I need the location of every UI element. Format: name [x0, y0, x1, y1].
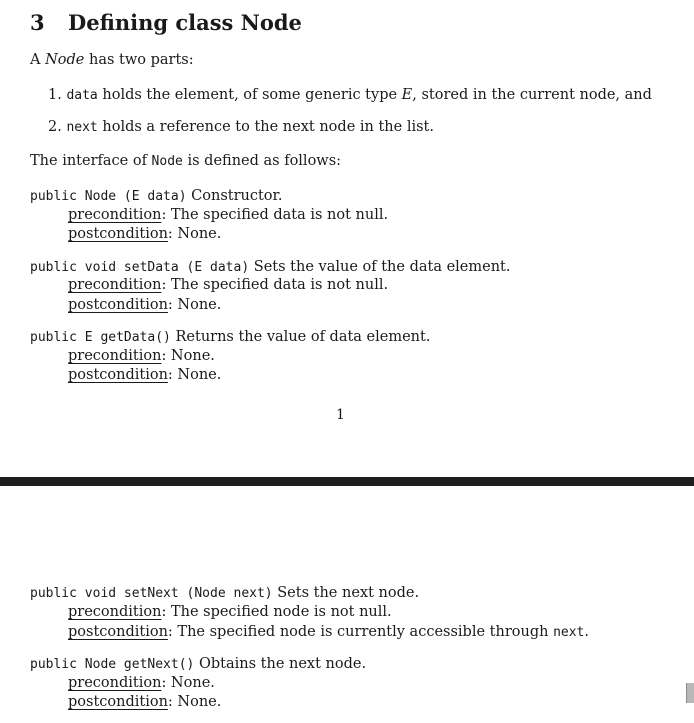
precondition-label: precondition — [68, 277, 162, 293]
method-description: Returns the value of data element. — [170, 329, 431, 345]
postcondition-text: : None. — [167, 367, 222, 383]
intro-suffix: has two parts: — [84, 52, 194, 68]
interface-code: Node — [151, 154, 183, 169]
list-item — [48, 87, 652, 103]
list-marker: 1. — [48, 87, 62, 103]
method-signature: public E getData() — [30, 330, 171, 345]
precondition-label: precondition — [68, 604, 162, 620]
method-description: Obtains the next node. — [194, 656, 367, 672]
precondition-line — [68, 604, 392, 620]
precondition-line — [68, 348, 215, 364]
method-signature: public Node getNext() — [30, 657, 195, 672]
precondition-line — [68, 675, 215, 691]
postcondition-text: : None. — [167, 226, 222, 242]
postcondition-line — [68, 226, 221, 242]
postcondition-label: postcondition — [68, 297, 168, 313]
type-variable: E — [401, 87, 413, 103]
page-number: 1 — [336, 407, 345, 423]
postcondition-text: : None. — [167, 694, 222, 710]
precondition-line — [68, 207, 388, 223]
interface-prefix: The interface of — [30, 153, 152, 169]
method-signature-line — [30, 188, 282, 204]
list-marker: 2. — [48, 119, 62, 135]
list-text: holds a reference to the next node in the list. — [97, 119, 434, 135]
section-heading — [30, 10, 302, 35]
list-code: next — [66, 120, 98, 135]
postcondition-line — [68, 297, 221, 313]
precondition-label: precondition — [68, 675, 162, 691]
method-signature: public void setData (E data) — [30, 260, 250, 275]
precondition-text: : None. — [161, 675, 215, 691]
precondition-text: : The specified node is not null. — [161, 604, 392, 620]
method-signature: public void setNext (Node next) — [30, 586, 273, 601]
precondition-text: : None. — [161, 348, 215, 364]
method-description: Constructor. — [186, 188, 283, 204]
interface-paragraph — [30, 153, 341, 169]
list-text: , stored in the current node, and — [412, 87, 652, 103]
postcondition-label: postcondition — [68, 694, 168, 710]
postcondition-line — [68, 624, 589, 640]
precondition-line — [68, 277, 388, 293]
interface-suffix: is defined as follows: — [182, 153, 342, 169]
postcondition-label: postcondition — [68, 624, 168, 640]
postcondition-text: : None. — [167, 297, 222, 313]
method-signature: public Node (E data) — [30, 189, 187, 204]
method-signature-line — [30, 656, 366, 672]
intro-paragraph — [30, 52, 194, 68]
method-signature-line — [30, 329, 430, 345]
list-item — [48, 119, 434, 135]
postcondition-end: . — [584, 624, 589, 640]
method-description: Sets the next node. — [272, 585, 420, 601]
scrollbar-thumb[interactable] — [686, 683, 694, 703]
postcondition-text: : The specified node is currently accessible through — [167, 624, 554, 640]
postcondition-code: next — [553, 625, 585, 640]
postcondition-line — [68, 694, 221, 710]
precondition-label: precondition — [68, 348, 162, 364]
precondition-label: precondition — [68, 207, 162, 223]
section-number: 3 — [30, 10, 45, 35]
section-title: Defining class Node — [68, 10, 302, 35]
intro-prefix: A — [30, 52, 46, 68]
page-divider — [0, 477, 694, 486]
postcondition-line — [68, 367, 221, 383]
list-text: holds the element, of some generic type — [97, 87, 402, 103]
intro-node-word: Node — [45, 52, 85, 68]
method-signature-line — [30, 585, 419, 601]
postcondition-label: postcondition — [68, 226, 168, 242]
postcondition-label: postcondition — [68, 367, 168, 383]
method-description: Sets the value of the data element. — [249, 259, 511, 275]
list-code: data — [66, 88, 98, 103]
method-signature-line — [30, 259, 511, 275]
precondition-text: : The specified data is not null. — [161, 277, 389, 293]
precondition-text: : The specified data is not null. — [161, 207, 389, 223]
